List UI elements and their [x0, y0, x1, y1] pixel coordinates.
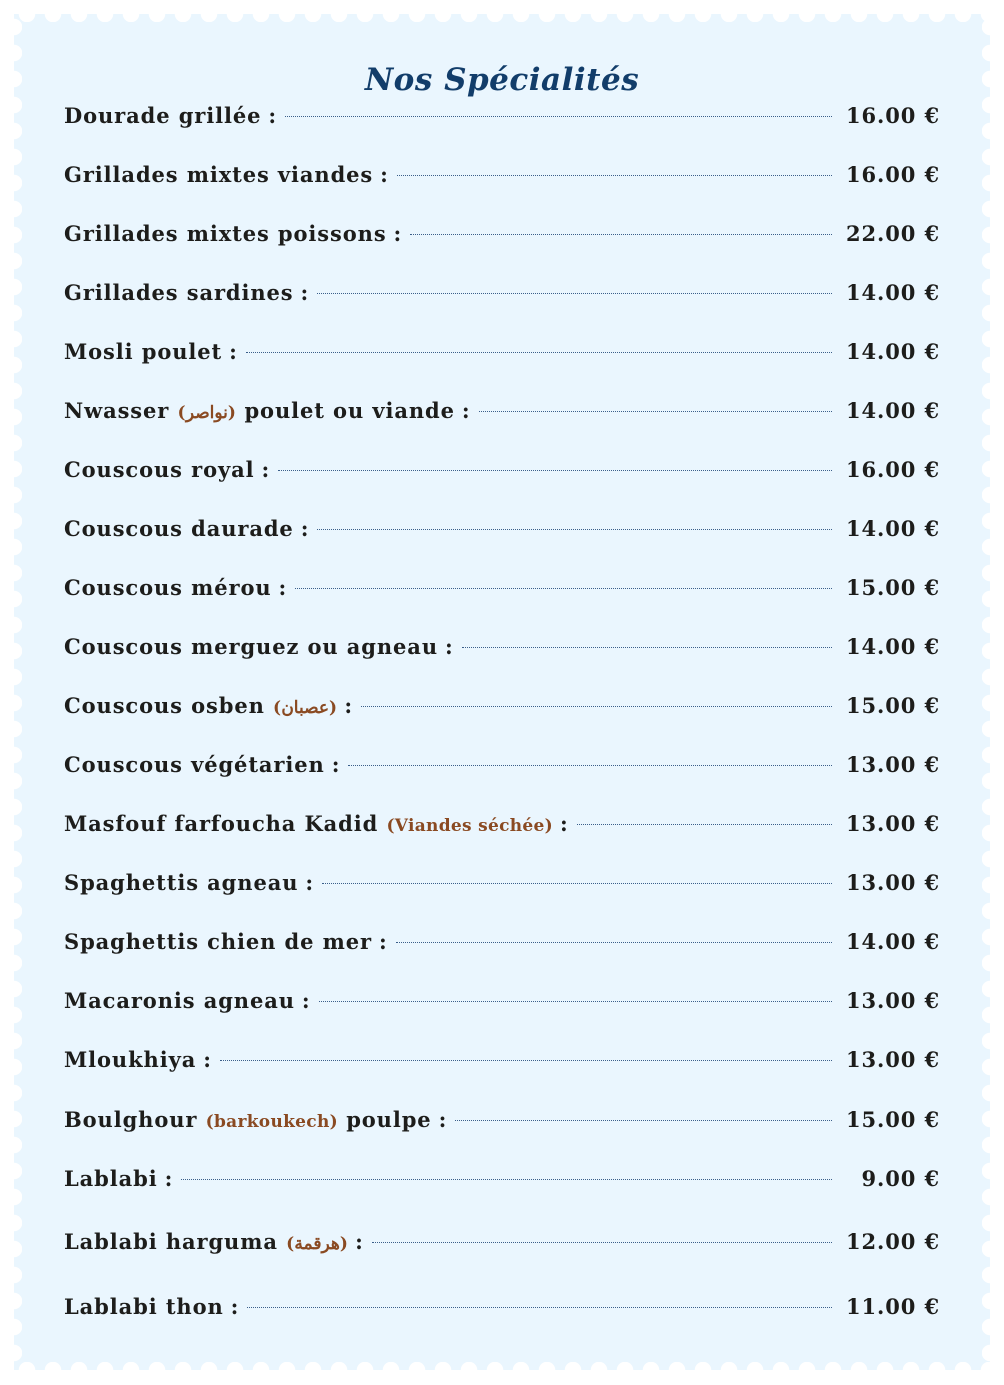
dotted-leader [361, 706, 832, 707]
menu-item-name [64, 988, 295, 1013]
dotted-leader [479, 411, 832, 412]
menu-item [64, 398, 940, 423]
menu-item-label: Couscous merguez ou agneau [64, 634, 438, 659]
menu-item [64, 1166, 940, 1191]
menu-item [64, 280, 940, 305]
menu-item-price: 14.00 € [846, 280, 940, 305]
dotted-leader [372, 1242, 832, 1243]
menu-item-name [64, 575, 272, 600]
menu-item-label: Boulghour [64, 1107, 198, 1132]
menu-item-colon: : [300, 280, 310, 305]
menu-item-price: 22.00 € [846, 221, 940, 246]
menu-item-price: 12.00 € [846, 1229, 940, 1254]
menu-item-price: 14.00 € [846, 929, 940, 954]
stamp-edge-bottom [14, 1362, 990, 1378]
menu-item-label: Couscous osben [64, 693, 265, 718]
menu-item-price: 13.00 € [846, 1047, 940, 1072]
dotted-leader [285, 116, 832, 117]
menu-item-name [64, 398, 455, 423]
menu-item [64, 457, 940, 482]
menu-item [64, 988, 940, 1013]
stamp-edge-top [14, 6, 990, 22]
dotted-leader [396, 942, 832, 943]
menu-item-label: Couscous végétarien [64, 752, 325, 777]
menu-item-name [64, 870, 298, 895]
menu-item-price: 16.00 € [846, 162, 940, 187]
menu-item-colon: : [378, 929, 388, 954]
page-title: Nos Spécialités [364, 62, 640, 98]
menu-item-label: Grillades mixtes poissons [64, 221, 387, 246]
menu-item-label: Spaghettis agneau [64, 870, 299, 895]
menu-item-price: 15.00 € [846, 1107, 940, 1132]
menu-item-label: Mloukhiya [64, 1047, 197, 1072]
menu-item-colon: : [438, 1107, 448, 1132]
menu-item-label: Grillades sardines [64, 280, 294, 305]
stamp-edge-right [982, 14, 998, 1370]
dotted-leader [462, 647, 832, 648]
menu-item [64, 103, 940, 128]
stamp-edge-left [6, 14, 22, 1370]
menu-item-colon: : [300, 516, 310, 541]
menu-item-price: 13.00 € [846, 752, 940, 777]
menu-item-colon: : [461, 398, 471, 423]
menu-item-name [64, 1107, 432, 1132]
menu-item-note: (عصبان) [272, 698, 338, 718]
menu-item-name [64, 457, 254, 482]
menu-item-label: Couscous mérou [64, 575, 272, 600]
menu-item-name [64, 280, 294, 305]
menu-item-price: 16.00 € [846, 103, 940, 128]
dotted-leader [322, 883, 832, 884]
dotted-leader [317, 293, 832, 294]
dotted-leader [348, 765, 832, 766]
menu-item [64, 1107, 940, 1132]
menu-item-colon: : [164, 1166, 174, 1191]
menu-item [64, 516, 940, 541]
dotted-leader [397, 175, 832, 176]
dotted-leader [295, 588, 832, 589]
menu-item-colon: : [261, 457, 271, 482]
menu-item-note: (نواصر) [177, 403, 237, 423]
menu-item-label: Masfouf farfoucha Kadid [64, 811, 379, 836]
menu-item-note: (هرقمة) [286, 1234, 349, 1254]
menu-item-name [64, 634, 438, 659]
menu-item-name [64, 752, 325, 777]
dotted-leader [410, 234, 832, 235]
menu-item-price: 14.00 € [846, 339, 940, 364]
menu-item-name [64, 339, 222, 364]
menu-item-name [64, 693, 337, 718]
menu-item-colon: : [344, 693, 353, 718]
menu-item-name [64, 1166, 158, 1191]
menu-item-label: Lablabi harguma [64, 1229, 278, 1254]
menu-item-label: Mosli poulet [64, 339, 223, 364]
menu-item-colon: : [230, 1294, 240, 1319]
menu-item-price: 13.00 € [846, 870, 940, 895]
menu-item-colon: : [380, 162, 389, 187]
dotted-leader [247, 1307, 832, 1308]
menu-item-name [64, 1294, 224, 1319]
menu-item-price: 13.00 € [846, 988, 940, 1013]
dotted-leader [577, 824, 832, 825]
menu-item-name [64, 221, 387, 246]
menu-item-colon: : [355, 1229, 364, 1254]
menu-item-label-suffix: poulet ou viande [244, 398, 455, 423]
menu-item-colon: : [444, 634, 454, 659]
dotted-leader [455, 1120, 832, 1121]
menu-item-label: Couscous daurade [64, 516, 294, 541]
menu-item [64, 693, 940, 718]
menu-item [64, 575, 940, 600]
menu-item-price: 9.00 € [861, 1166, 940, 1191]
menu-item-colon: : [305, 870, 315, 895]
menu-item-label: Lablabi [64, 1166, 158, 1191]
menu-item-label: Couscous royal [64, 457, 255, 482]
menu-item-price: 13.00 € [846, 811, 940, 836]
menu-item-colon: : [229, 339, 238, 364]
dotted-leader [278, 470, 832, 471]
menu-item-colon: : [559, 811, 569, 836]
menu-item-label: Grillades mixtes viandes [64, 162, 374, 187]
menu-item-colon: : [268, 103, 278, 128]
menu-item-price: 15.00 € [846, 693, 940, 718]
menu-item-label: Spaghettis chien de mer [64, 929, 372, 954]
menu-item-note: (Viandes séchée) [386, 816, 553, 836]
menu-item [64, 634, 940, 659]
menu-item-price: 11.00 € [846, 1294, 940, 1319]
menu-item-name [64, 811, 553, 836]
menu-item [64, 870, 940, 895]
menu-item-name [64, 1047, 196, 1072]
menu-item-colon: : [301, 988, 311, 1013]
menu-item-label: Macaronis agneau [64, 988, 295, 1013]
menu-item-price: 14.00 € [846, 634, 940, 659]
menu-item-price: 14.00 € [846, 516, 940, 541]
dotted-leader [220, 1060, 832, 1061]
dotted-leader [317, 529, 832, 530]
menu-item-note: (barkoukech) [205, 1112, 338, 1132]
menu-item-name [64, 929, 372, 954]
menu-item-name [64, 103, 261, 128]
menu-item-label: Lablabi thon [64, 1294, 224, 1319]
menu-item-price: 16.00 € [846, 457, 940, 482]
menu-item [64, 162, 940, 187]
menu-item [64, 811, 940, 836]
dotted-leader [181, 1179, 832, 1180]
menu-item [64, 752, 940, 777]
dotted-leader [319, 1001, 832, 1002]
menu-item [64, 1229, 940, 1254]
menu-item-name [64, 1229, 348, 1254]
menu-item [64, 339, 940, 364]
menu-item [64, 929, 940, 954]
menu-item [64, 221, 940, 246]
menu-item-price: 14.00 € [846, 398, 940, 423]
menu-item-name [64, 162, 373, 187]
dotted-leader [246, 352, 832, 353]
menu-item-colon: : [393, 221, 403, 246]
menu-item-name [64, 516, 294, 541]
menu-item-label: Dourade grillée [64, 103, 262, 128]
menu-item-label-suffix: poulpe [346, 1107, 432, 1132]
menu-item-colon: : [331, 752, 341, 777]
menu-item-label: Nwasser [64, 398, 170, 423]
menu-item-colon: : [203, 1047, 212, 1072]
menu-item-price: 15.00 € [846, 575, 940, 600]
menu-item [64, 1294, 940, 1319]
menu-item-colon: : [278, 575, 288, 600]
menu-item [64, 1047, 940, 1072]
